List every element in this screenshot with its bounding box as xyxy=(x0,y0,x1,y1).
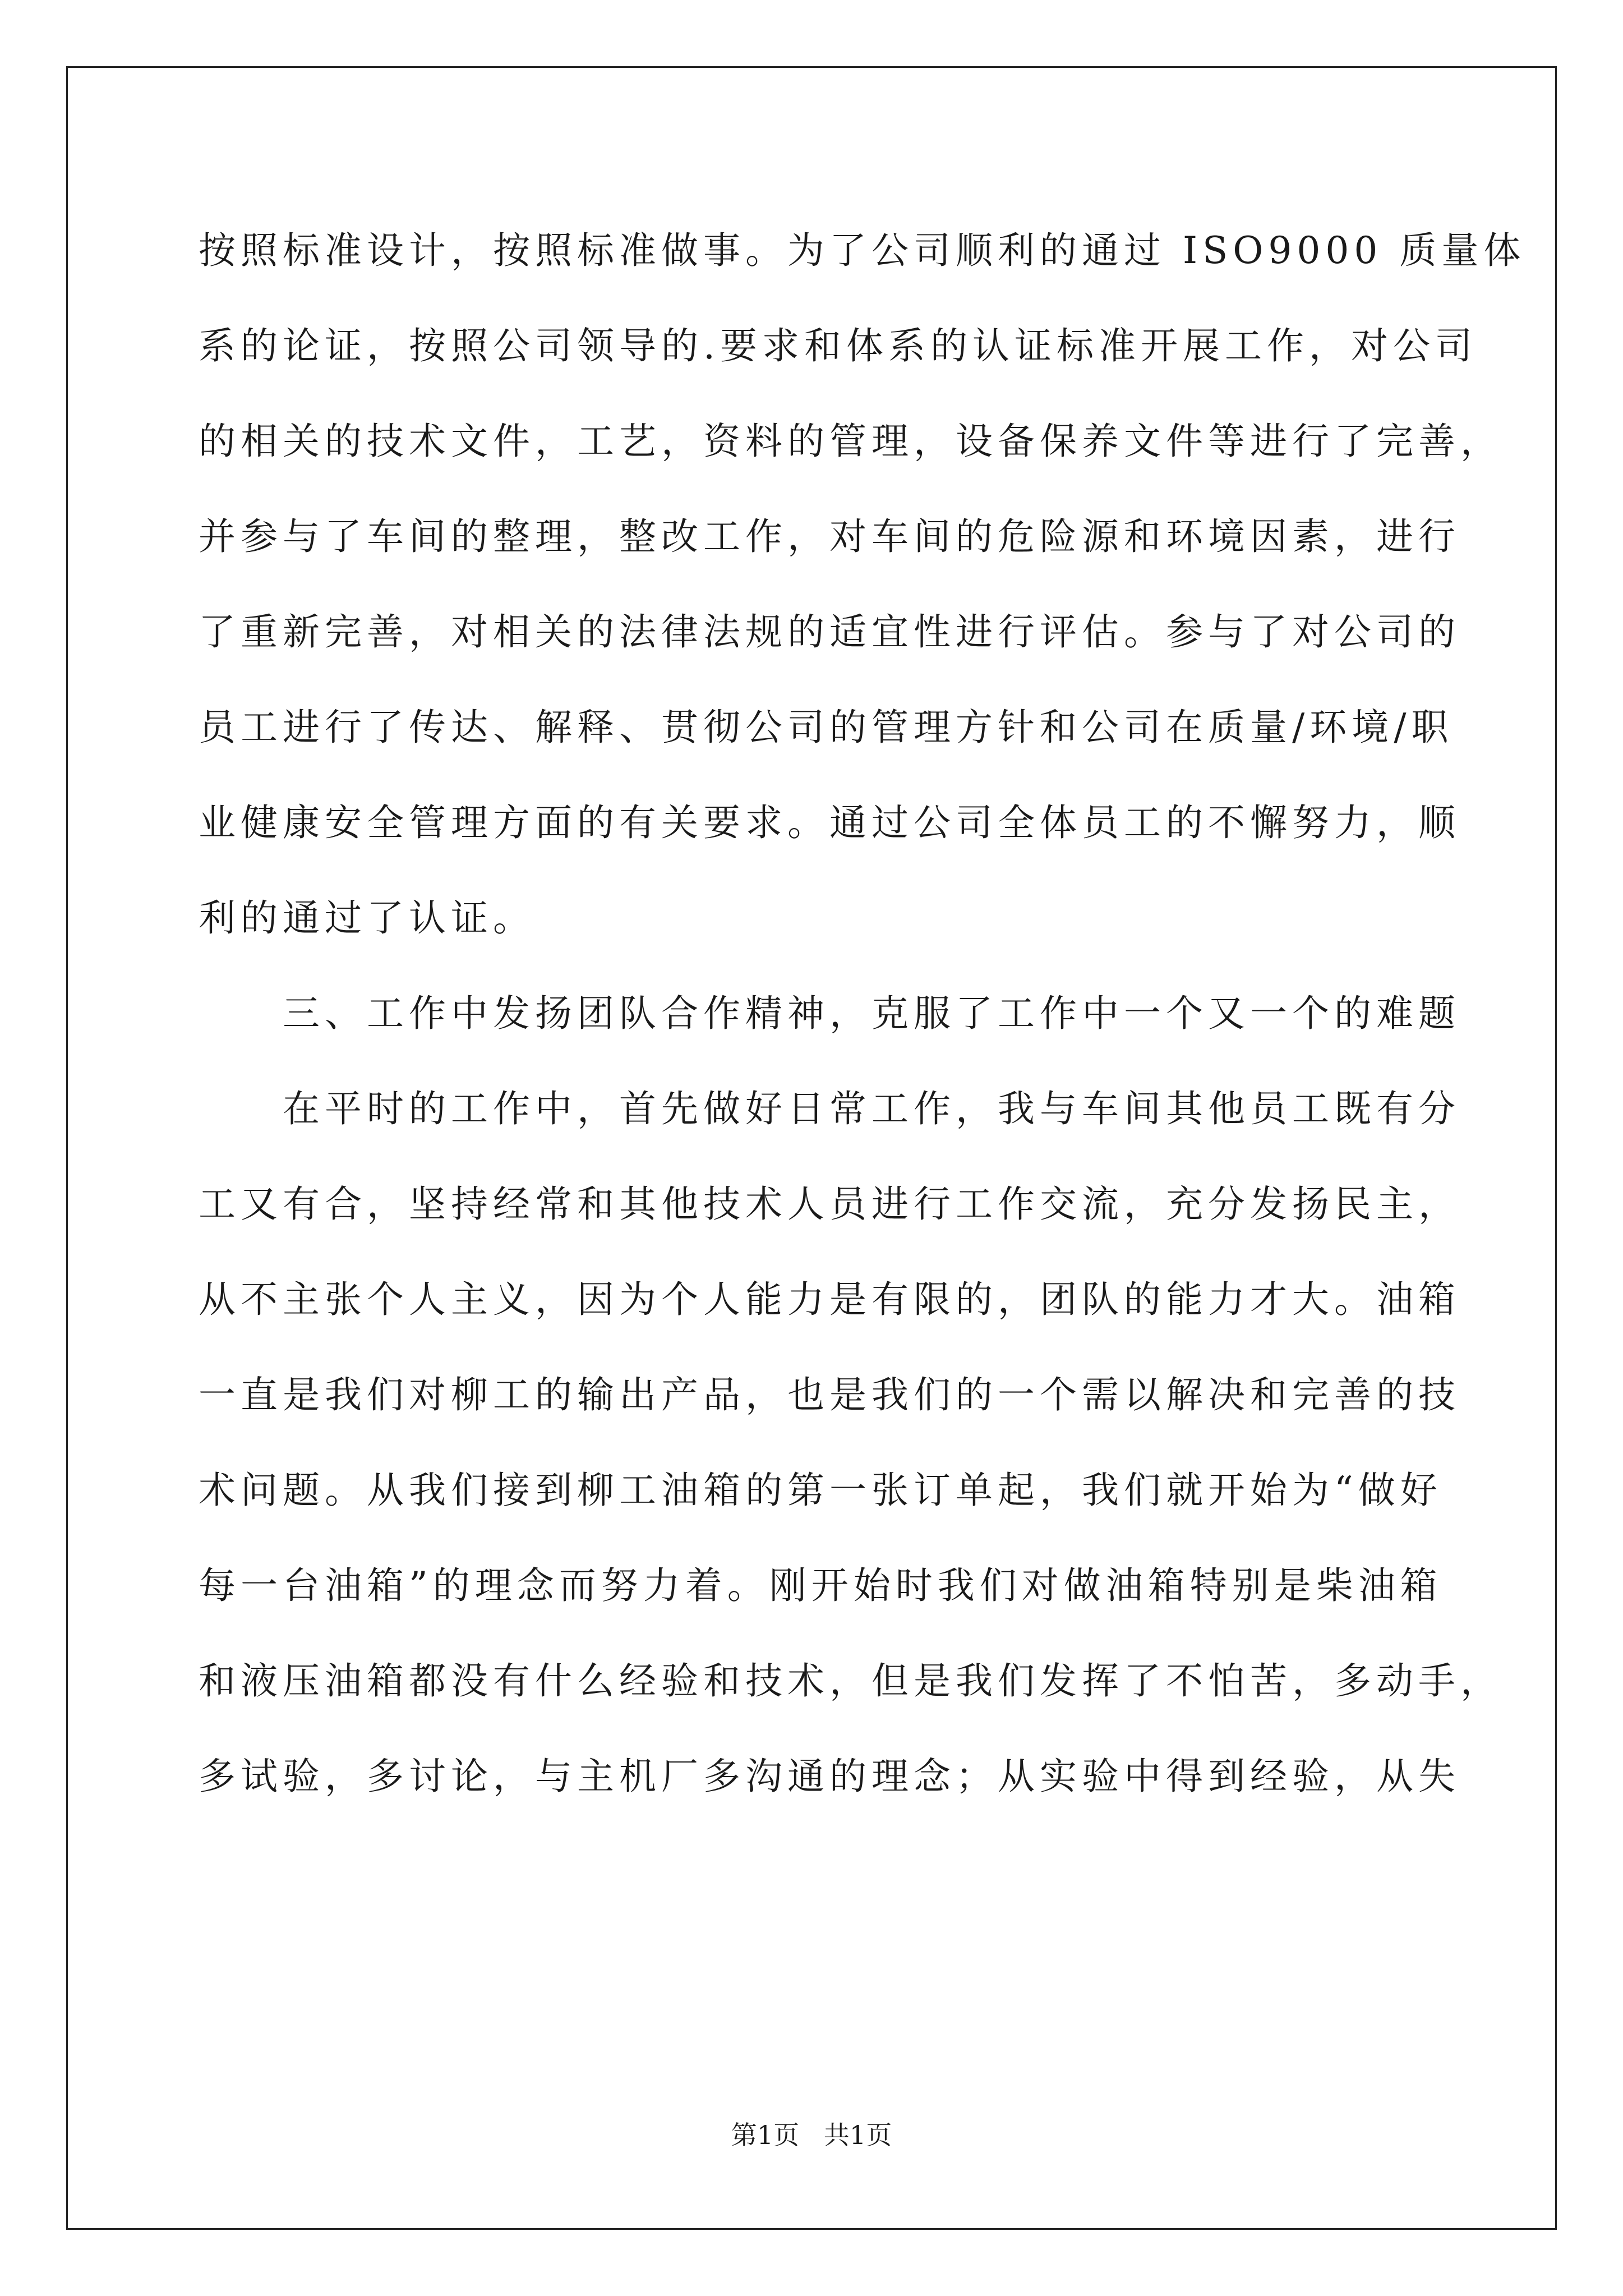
text-line: 工又有合，坚持经常和其他技术人员进行工作交流，充分发扬民主， xyxy=(199,1182,1460,1226)
text-line: 业健康安全管理方面的有关要求。通过公司全体员工的不懈努力，顺 xyxy=(199,801,1460,844)
text-line: 和液压油箱都没有什么经验和技术，但是我们发挥了不怕苦，多动手， xyxy=(199,1659,1502,1703)
page-number-footer: 第1页 共1页 xyxy=(731,2120,892,2150)
text-line: 员工进行了传达、解释、贯彻公司的管理方针和公司在质量/环境/职 xyxy=(199,706,1454,749)
text-line: 术问题。从我们接到柳工油箱的第一张订单起，我们就开始为“做好 xyxy=(199,1469,1442,1512)
text-line: 在平时的工作中，首先做好日常工作，我与车间其他员工既有分 xyxy=(283,1087,1460,1130)
text-line: 从不主张个人主义，因为个人能力是有限的，团队的能力才大。油箱 xyxy=(199,1278,1460,1321)
text-line: 利的通过了认证。 xyxy=(199,896,535,940)
text-line: 了重新完善，对相关的法律法规的适宜性进行评估。参与了对公司的 xyxy=(199,610,1460,654)
text-line: 并参与了车间的整理，整改工作，对车间的危险源和环境因素，进行 xyxy=(199,515,1460,558)
text-line: 的相关的技术文件，工艺，资料的管理，设备保养文件等进行了完善， xyxy=(199,420,1502,463)
text-line: 三、工作中发扬团队合作精神，克服了工作中一个又一个的难题 xyxy=(283,992,1460,1035)
text-line: 一直是我们对柳工的输出产品，也是我们的一个需以解决和完善的技 xyxy=(199,1373,1460,1416)
text-line: 多试验，多讨论，与主机厂多沟通的理念；从实验中得到经验，从失 xyxy=(199,1755,1460,1798)
text-line: 系的论证，按照公司领导的.要求和体系的认证标准开展工作，对公司 xyxy=(199,324,1477,367)
text-line: 按照标准设计，按照标准做事。为了公司顺利的通过 ISO9000 质量体 xyxy=(199,229,1526,272)
document-body xyxy=(199,203,1526,1824)
text-line: 每一台油箱”的理念而努力着。刚开始时我们对做油箱特别是柴油箱 xyxy=(199,1564,1442,1607)
